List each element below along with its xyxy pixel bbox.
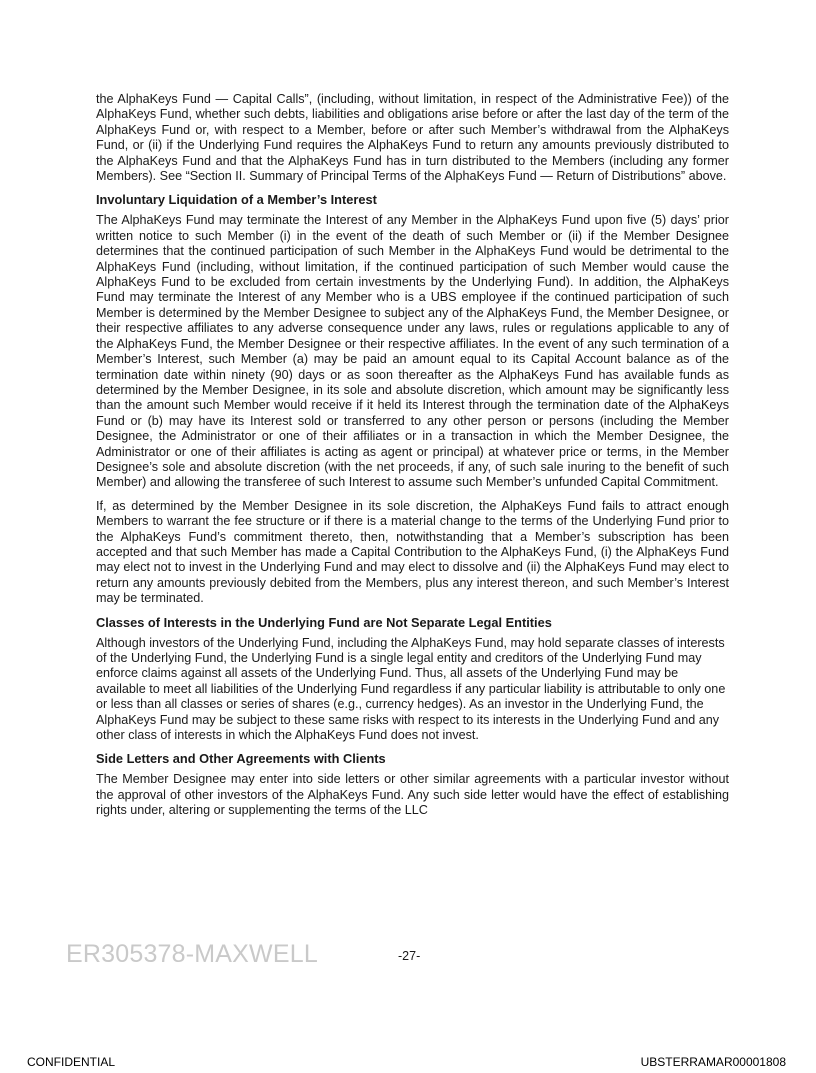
- heading-classes-of-interests: Classes of Interests in the Underlying Fund are Not Separate Legal Entities: [96, 614, 552, 630]
- heading-side-letters: Side Letters and Other Agreements with Clients: [96, 751, 386, 767]
- paragraph-fund-fails-to-attract: If, as determined by the Member Designee in its sole discretion, the AlphaKeys Fund fails to attract enough Members to warrant the fee structure or if there is a material change to the terms of the Underlying Fund prior to the AlphaKeys Fund’s commitment thereto, then, notwithstanding that a Member’s subscription has been accepted and that such Member has made a Capital Contribution to the AlphaKeys Fund, (i) the AlphaKeys Fund may elect not to invest in the Underlying Fund and may elect to dissolve and (ii) the AlphaKeys Fund may elect to return any amounts previously debited from the Members, plus any interest thereon, and such Member’s Interest may be terminated.: [96, 498, 729, 606]
- confidential-label: CONFIDENTIAL: [27, 1055, 116, 1069]
- paragraph-capital-calls-continued: the AlphaKeys Fund — Capital Calls”, (including, without limitation, in respect of the Administrative Fee)) of the AlphaKeys Fund, whether such debts, liabilities and obligations arise before or after the last day of the term of the AlphaKeys Fund or, with respect to a Member, before or after such Member’s withdrawal from the AlphaKeys Fund, or (ii) if the Underlying Fund requires the AlphaKeys Fund to return any amounts previously distributed to the AlphaKeys Fund and that the AlphaKeys Fund has in turn distributed to the Members (including any former Members). See “Section II. Summary of Principal Terms of the AlphaKeys Fund — Return of Distributions” above.: [96, 92, 729, 184]
- paragraph-side-letters: The Member Designee may enter into side letters or other similar agreements with a particular investor without the approval of other investors of the AlphaKeys Fund. Any such side letter would have the effect of establishing rights under, altering or supplementing the terms of the LLC: [96, 772, 729, 818]
- bates-number: UBSTERRAMAR00001808: [640, 1055, 786, 1069]
- page-number: -27-: [398, 949, 421, 963]
- document-body: [96, 92, 729, 827]
- paragraph-classes-of-interests: Although investors of the Underlying Fund, including the AlphaKeys Fund, may hold separate classes of interests of the Underlying Fund, the Underlying Fund is a single legal entity and creditors of the Underlying Fund may enforce claims against all assets of the Underlying Fund. Thus, all assets of the Underlying Fund may be available to meet all liabilities of the Underlying Fund regardless if any particular liability is attributable to only one or less than all classes or series of shares (e.g., currency hedges). As an investor in the Underlying Fund, the AlphaKeys Fund may be subject to these same risks with respect to its interests in the Underlying Fund and any other class of interests in which the AlphaKeys Fund does not invest.: [96, 635, 726, 743]
- paragraph-involuntary-liquidation: The AlphaKeys Fund may terminate the Interest of any Member in the AlphaKeys Fund upon five (5) days’ prior written notice to such Member (i) in the event of the death of such Member or (ii) if the Member Designee determines that the continued participation of such Member in the AlphaKeys Fund would be detrimental to the AlphaKeys Fund (including, without limitation, if the continued participation of such Member would cause the AlphaKeys Fund to be excluded from certain investments by the Underlying Fund). In addition, the AlphaKeys Fund may terminate the Interest of any Member who is a UBS employee if the continued participation of such Member is determined by the Member Designee to subject any of the AlphaKeys Fund, the Member Designee, or their respective affiliates to any adverse consequence under any laws, rules or regulations applicable to any of the AlphaKeys Fund, the Member Designee or their respective affiliates. In the event of any such termination of a Member’s Interest, such Member (a) may be paid an amount equal to its Capital Account balance as of the termination date within ninety (90) days or as soon thereafter as the AlphaKeys Fund has available funds as determined by the Member Designee, in its sole and absolute discretion, which amount may be significantly less than the amount such Member would receive if it held its Interest through the termination date of the AlphaKeys Fund or (b) may have its Interest sold or transferred to any other person or persons (including the Member Designee, the Administrator or one of their affiliates or in a transaction in which the Member Designee, the Administrator or one of their affiliates is acting as agent or principal) at whatever price or terms, in the Member Designee’s sole and absolute discretion (with the net proceeds, if any, of such sale inuring to the benefit of such Member) and allowing the transferee of such Interest to assume such Member’s unfunded Capital Commitment.: [96, 213, 729, 490]
- heading-involuntary-liquidation: Involuntary Liquidation of a Member’s Interest: [96, 192, 377, 208]
- exhibit-stamp: ER305378-MAXWELL: [66, 940, 318, 968]
